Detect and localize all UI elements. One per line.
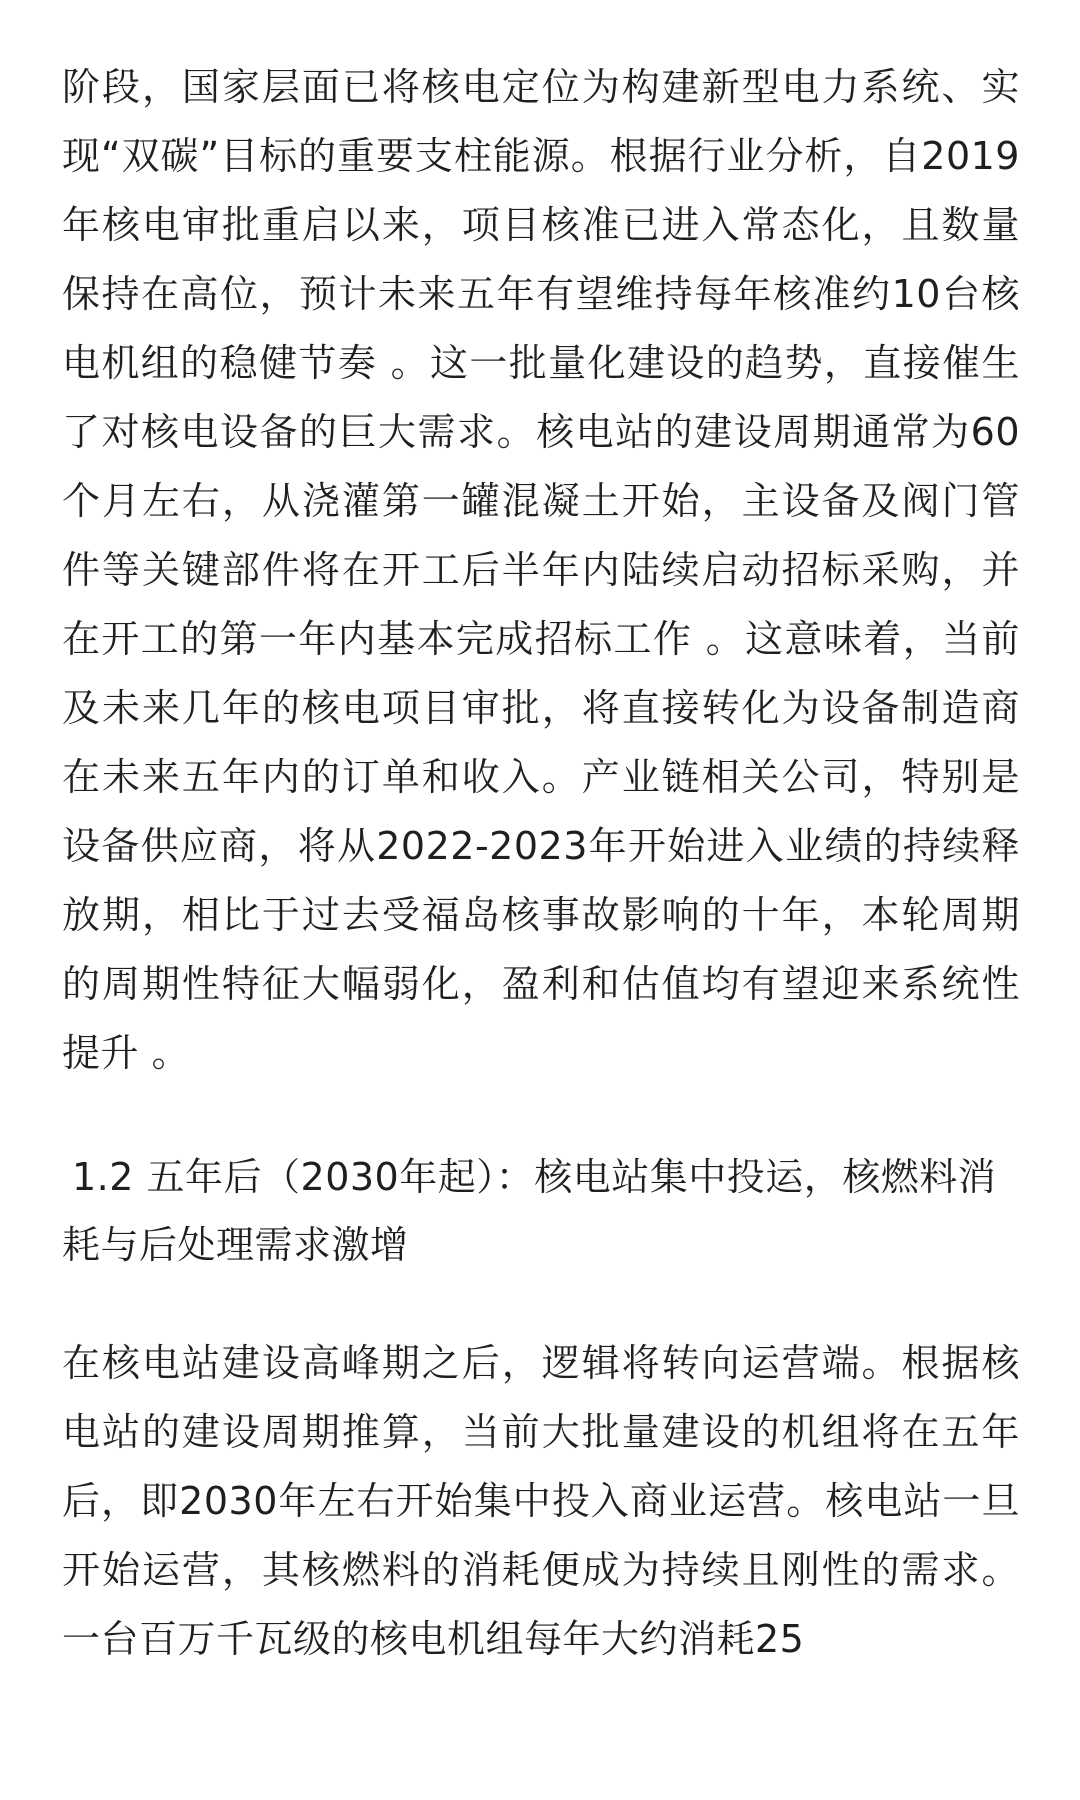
article-paragraph-operations: 在核电站建设高峰期之后，逻辑将转向运营端。根据核电站的建设周期推算，当前大批量建设的机组将在五年后，即2030年左右开始集中投入商业运营。核电站一旦开始运营，其核燃料的消耗便成为持续且刚性的需求。一台百万千瓦级的核电机组每年大约消耗25: [62, 1341, 1020, 1661]
section-heading: 1.2 五年后（2030年起）：核电站集中投运，核燃料消耗与后处理需求激增: [62, 1155, 997, 1267]
article-paragraph-intro: 阶段，国家层面已将核电定位为构建新型电力系统、实现“双碳”目标的重要支柱能源。根据行业分析，自2019年核电审批重启以来，项目核准已进入常态化，且数量保持在高位，预计未来五年有望维持每年核准约10台核电机组的稳健节奏 。这一批量化建设的趋势，直接催生了对核电设备的巨大需求。核电站的建设周期通常为60个月左右，从浇灌第一罐混凝土开始，主设备及阀门管件等关键部件将在开工后半年内陆续启动招标采购，并在开工的第一年内基本完成招标工作 。这意味着，当前及未来几年的核电项目审批，将直接转化为设备制造商在未来五年内的订单和收入。产业链相关公司，特别是设备供应商，将从2022-2023年开始进入业绩的持续释放期，相比于过去受福岛核事故影响的十年，本轮周期的周期性特征大幅弱化，盈利和估值均有望迎来系统性提升 。: [62, 65, 1020, 1075]
